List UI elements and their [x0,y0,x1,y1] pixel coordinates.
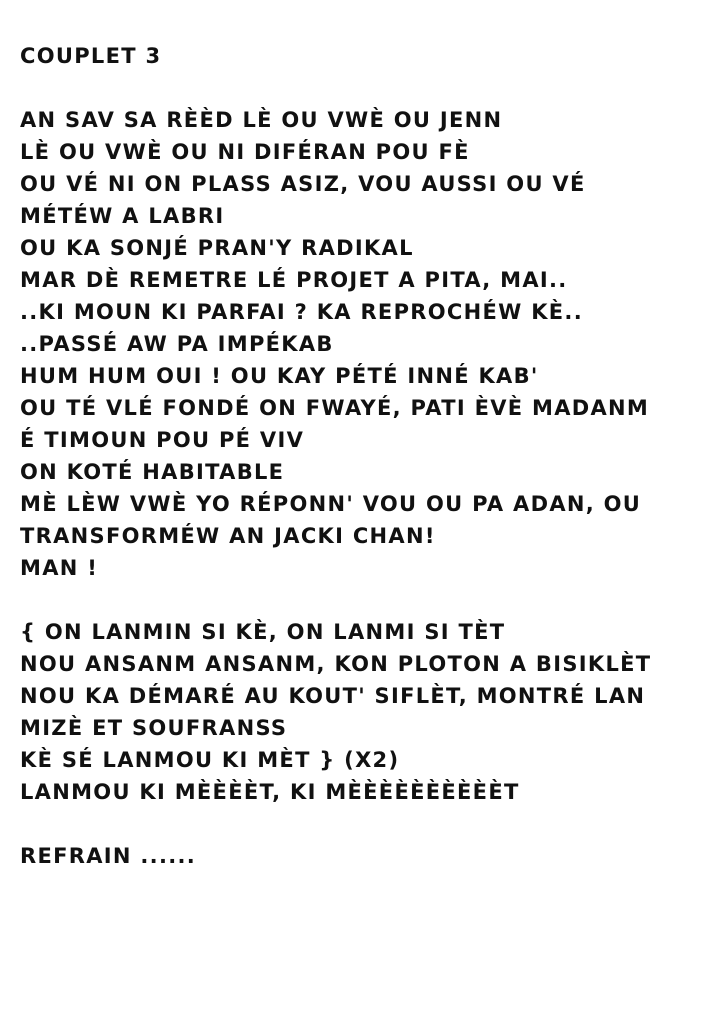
verse-line: AN SAV SA RÈÈD LÈ OU VWÈ OU JENN [20,108,503,132]
spacer [20,72,710,104]
verse-block [20,104,710,584]
verse-line: OU VÉ NI ON PLASS ASIZ, VOU AUSSI OU VÉ [20,172,586,196]
verse-line: ON KOTÉ HABITABLE [20,460,285,484]
verse-line: MÈ LÈW VWÈ YO RÉPONN' VOU OU PA ADAN, OU [20,492,642,516]
chorus-line: { ON LANMIN SI KÈ, ON LANMI SI TÈT [20,620,506,644]
chorus-block [20,616,710,808]
verse-line: OU TÉ VLÉ FONDÉ ON FWAYÉ, PATI ÈVÈ MADANM [20,396,650,420]
refrain-line: REFRAIN ...... [20,844,197,868]
verse-line: MÉTÉW A LABRI [20,204,225,228]
verse-line: HUM HUM OUI ! OU KAY PÉTÉ INNÉ KAB' [20,364,539,388]
verse-line: MAR DÈ REMETRE LÉ PROJET A PITA, MAI.. [20,268,568,292]
chorus-line: NOU KA DÉMARÉ AU KOUT' SIFLÈT, MONTRÉ LAN [20,684,646,708]
verse-line: MAN ! [20,556,99,580]
chorus-line: LANMOU KI MÈÈÈÈT, KI MÈÈÈÈÈÈÈÈÈÈT [20,780,520,804]
chorus-line: KÈ SÉ LANMOU KI MÈT } (X2) [20,748,400,772]
spacer [20,584,710,616]
verse-line: LÈ OU VWÈ OU NI DIFÉRAN POU FÈ [20,140,470,164]
verse-line: ..PASSÉ AW PA IMPÉKAB [20,332,334,356]
spacer [20,808,710,840]
verse-line: É TIMOUN POU PÉ VIV [20,428,305,452]
verse-line: OU KA SONJÉ PRAN'Y RADIKAL [20,236,414,260]
verse-line: ..KI MOUN KI PARFAI ? KA REPROCHÉW KÈ.. [20,300,583,324]
lyrics-page [20,40,710,872]
couplet-heading: COUPLET 3 [20,44,162,68]
verse-line: TRANSFORMÉW AN JACKI CHAN! [20,524,436,548]
chorus-line: NOU ANSANM ANSANM, KON PLOTON A BISIKLÈT [20,652,652,676]
chorus-line: MIZÈ ET SOUFRANSS [20,716,288,740]
